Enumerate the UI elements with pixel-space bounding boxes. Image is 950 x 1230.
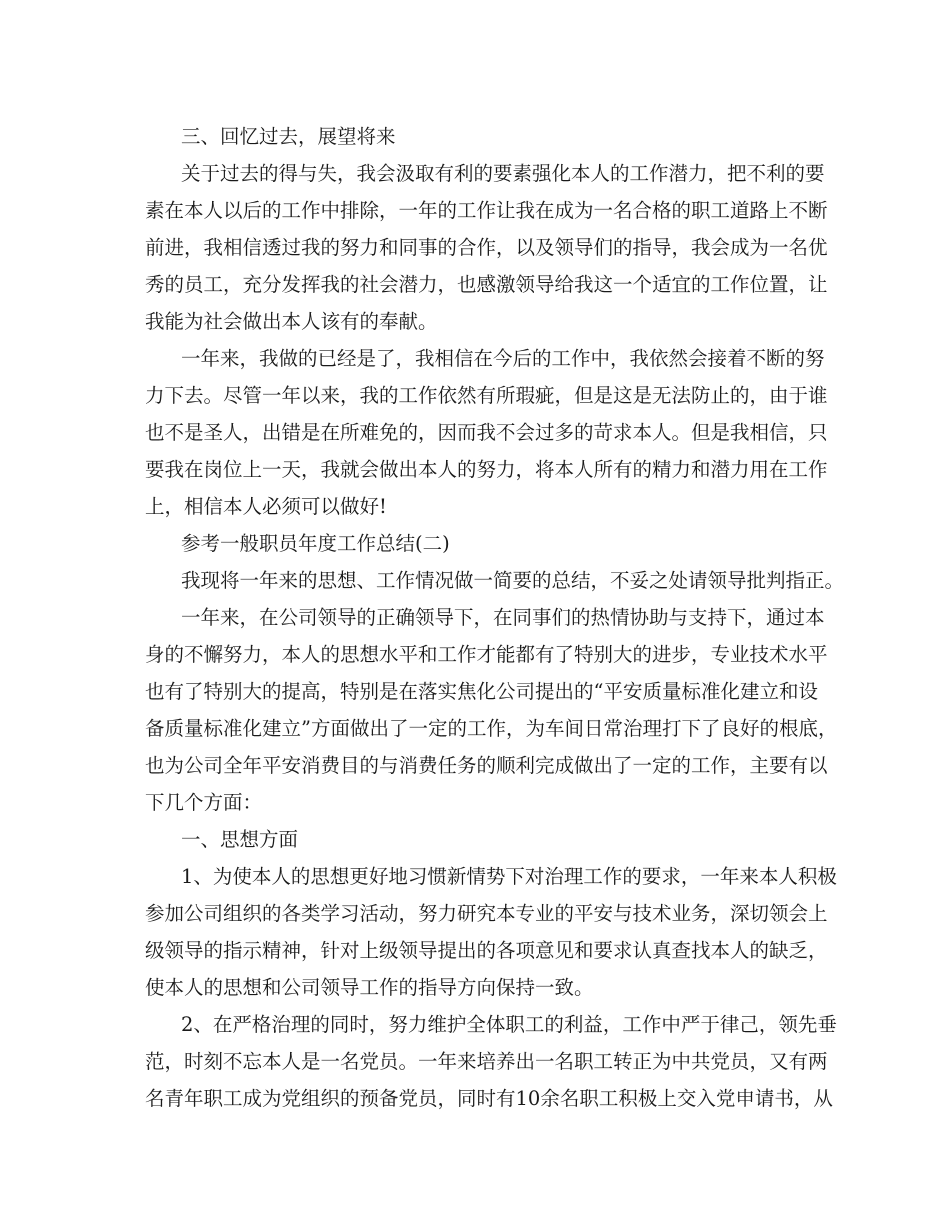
text-line: 前进，我相信透过我的努力和同事的合作，以及领导们的指导，我会成为一名优 (145, 236, 828, 259)
text-line: 我现将一年来的思想、工作情况做一简要的总结，不妥之处请领导批判指正。 (181, 569, 845, 592)
text-line: 参考一般职员年度工作总结(二) (181, 532, 450, 555)
text-line: 范，时刻不忘本人是一名党员。一年来培养出一名职工转正为中共党员，又有两 (145, 1050, 828, 1073)
text-line: 秀的员工，充分发挥我的社会潜力，也感激领导给我这一个适宜的工作位置，让 (145, 273, 828, 296)
text-line: 一、思想方面 (181, 828, 299, 851)
text-line: 也为公司全年平安消费目的与消费任务的顺利完成做出了一定的工作，主要有以 (145, 754, 828, 777)
document-body (145, 118, 845, 1117)
text-line: 素在本人以后的工作中排除，一年的工作让我在成为一名合格的职工道路上不断 (145, 199, 828, 222)
text-line: 三、回忆过去，展望将来 (181, 125, 396, 148)
text-line: 一年来，我做的已经是了，我相信在今后的工作中，我依然会接着不断的努 (181, 347, 825, 370)
text-line: 备质量标准化建立”方面做出了一定的工作，为车间日常治理打下了良好的根底， (145, 717, 838, 740)
text-line: 2、在严格治理的同时，努力维护全体职工的利益，工作中严于律己，领先垂 (181, 1013, 837, 1036)
text-line: 下几个方面： (145, 791, 263, 814)
text-line: 上，相信本人必须可以做好! (145, 495, 387, 518)
text-line: 1、为使本人的思想更好地习惯新情势下对治理工作的要求，一年来本人积极 (181, 865, 837, 888)
text-line: 一年来，在公司领导的正确领导下，在同事们的热情协助与支持下，通过本 (181, 606, 825, 629)
text-line: 要我在岗位上一天，我就会做出本人的努力，将本人所有的精力和潜力用在工作 (145, 458, 828, 481)
text-line: 关于过去的得与失，我会汲取有利的要素强化本人的工作潜力，把不利的要 (181, 162, 825, 185)
text-line: 也不是圣人，出错是在所难免的，因而我不会过多的苛求本人。但是我相信，只 (145, 421, 828, 444)
text-line: 也有了特别大的提高，特别是在落实焦化公司提出的“平安质量标准化建立和设 (145, 680, 818, 703)
text-line: 我能为社会做出本人该有的奉献。 (145, 310, 438, 333)
text-line: 使本人的思想和公司领导工作的指导方向保持一致。 (145, 976, 594, 999)
text-line: 力下去。尽管一年以来，我的工作依然有所瑕疵，但是这是无法防止的，由于谁 (145, 384, 828, 407)
text-line: 名青年职工成为党组织的预备党员，同时有10余名职工积极上交入党申请书，从 (145, 1087, 833, 1110)
text-line: 参加公司组织的各类学习活动，努力研究本专业的平安与技术业务，深切领会上 (145, 902, 828, 925)
text-line: 级领导的指示精神，针对上级领导提出的各项意见和要求认真查找本人的缺乏， (145, 939, 828, 962)
text-line: 身的不懈努力，本人的思想水平和工作才能都有了特别大的进步，专业技术水平 (145, 643, 828, 666)
